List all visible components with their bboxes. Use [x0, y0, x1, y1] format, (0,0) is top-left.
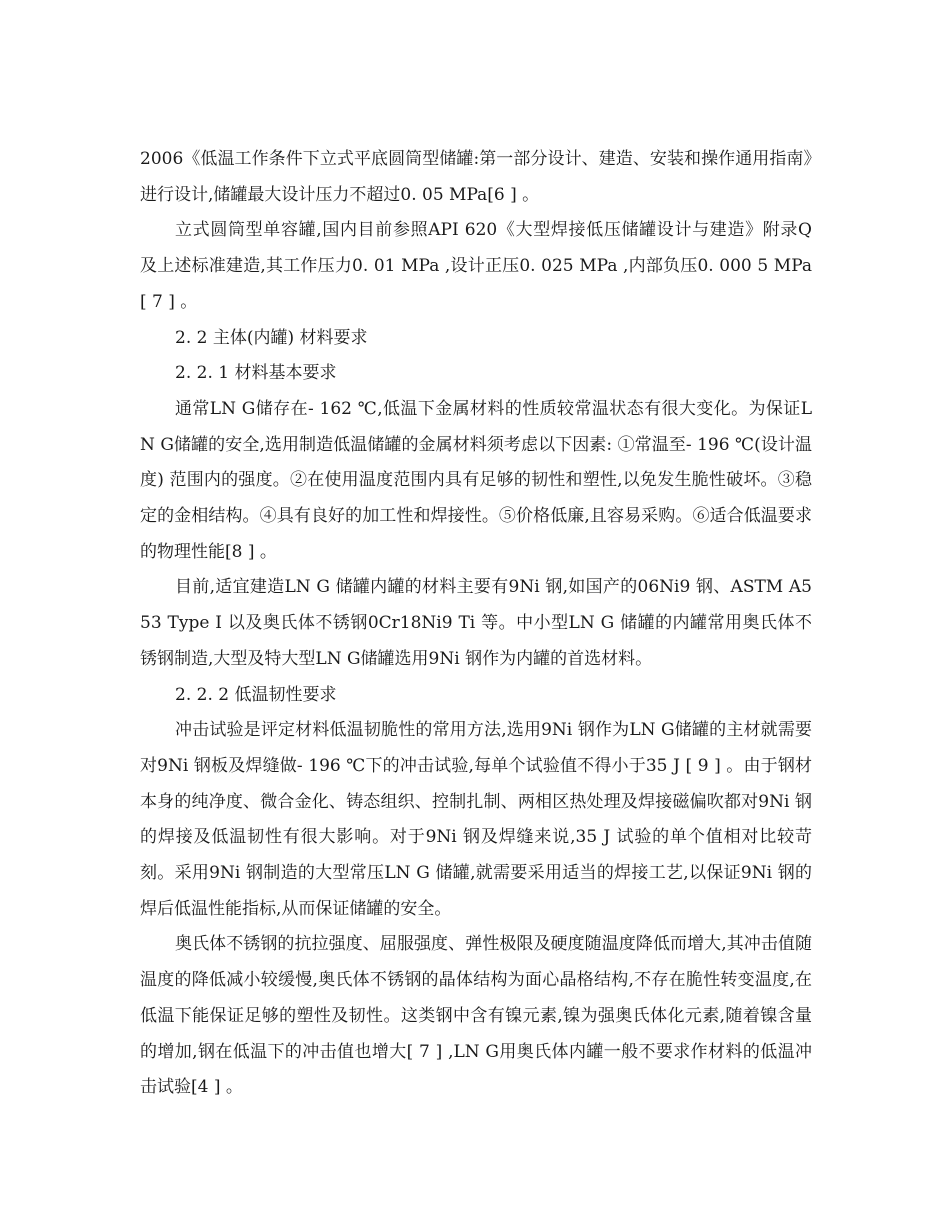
paragraph-single-tank: 立式圆筒型单容罐,国内目前参照API 620《大型焊接低压储罐设计与建造》附录Q 及上述标准建造,其工作压力0. 01 MPa ,设计正压0. 025 MPa ,内部负压0. 000 5 MPa[ 7 ] 。 [140, 220, 812, 312]
section-heading-material-requirements: 2. 2 主体(内罐) 材料要求 [175, 327, 368, 348]
paragraph-design-standard: 2006《低温工作条件下立式平底圆筒型储罐:第一部分设计、建造、安装和操作通用指南》进行设计,储罐最大设计压力不超过0. 05 MPa[6 ] 。 [140, 149, 812, 205]
paragraph-impact-test: 冲击试验是评定材料低温韧脆性的常用方法,选用9Ni 钢作为LN G储罐的主材就需要对9Ni 钢板及焊缝做- 196 ℃下的冲击试验,每单个试验值不得小于35 J [ 9 ] 。由于钢材本身的纯净度、微合金化、铸态组织、控制扎制、两相区热处理及焊接磁偏吹都对9Ni 钢的焊接及低温韧性有很大影响。对于9Ni 钢及焊缝来说,35 J 试验的单个值相对比较苛刻。采用9Ni 钢制造的大型常压LN G 储罐,就需要采用适当的焊接工艺,以保证9Ni 钢的焊后低温性能指标,从而保证储罐的安全。 [140, 720, 812, 919]
paragraph-inner-tank-materials: 目前,适宜建造LN G 储罐内罐的材料主要有9Ni 钢,如国产的06Ni9 钢、ASTM A553 Type I 以及奥氏体不锈钢0Cr18Ni9 Ti 等。中小型LN G 储罐的内罐常用奥氏体不锈钢制造,大型及特大型LN G储罐选用9Ni 钢作为内罐的首选材料。 [140, 577, 812, 669]
document-body [140, 142, 812, 1106]
paragraph-austenitic-steel: 奥氏体不锈钢的抗拉强度、屈服强度、弹性极限及硬度随温度降低而增大,其冲击值随温度的降低减小较缓慢,奥氏体不锈钢的晶体结构为面心晶格结构,不存在脆性转变温度,在低温下能保证足够的塑性及韧性。这类钢中含有镍元素,镍为强奥氏体化元素,随着镍含量的增加,钢在低温下的冲击值也增大[ 7 ] ,LN G用奥氏体内罐一般不要求作材料的低温冲击试验[4 ] 。 [140, 934, 812, 1098]
subsection-heading-toughness: 2. 2. 2 低温韧性要求 [175, 684, 337, 705]
paragraph-lng-storage-factors: 通常LN G储存在- 162 ℃,低温下金属材料的性质较常温状态有很大变化。为保证LN G储罐的安全,选用制造低温储罐的金属材料须考虑以下因素: ①常温至- 196 ℃(设计温度) 范围内的强度。②在使用温度范围内具有足够的韧性和塑性,以免发生脆性破坏。③稳定的金相结构。④具有良好的加工性和焊接性。⑤价格低廉,且容易采购。⑥适合低温要求的物理性能[8 ] 。 [140, 398, 812, 562]
subsection-heading-basic-requirements: 2. 2. 1 材料基本要求 [175, 363, 337, 384]
